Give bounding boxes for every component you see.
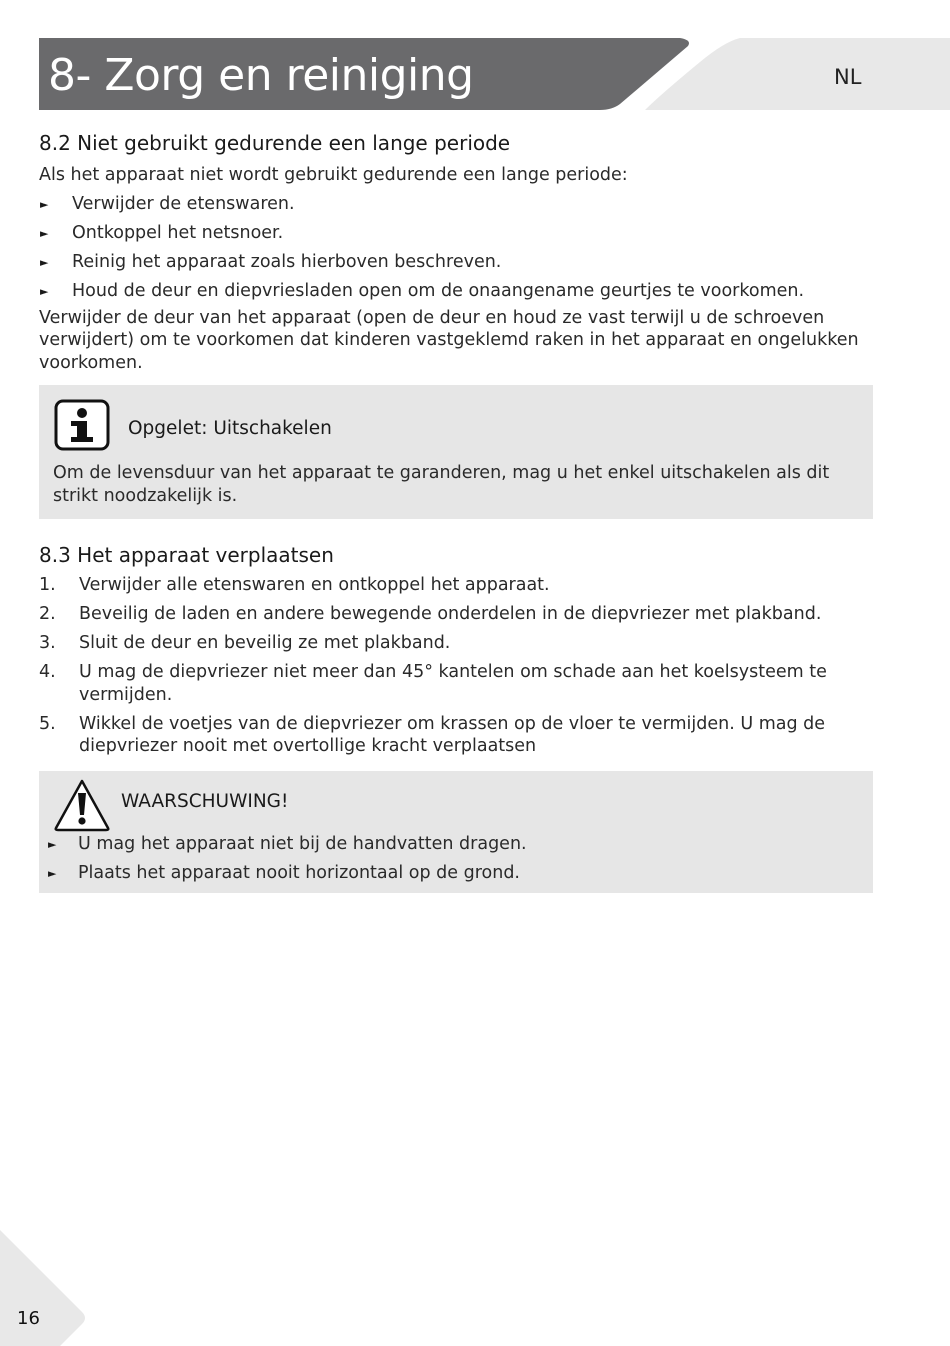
info-note-text: Om de levensduur van het apparaat te garanderen, mag u het enkel uitschakelen als dit strikt noodzakelijk is.: [53, 463, 830, 506]
step-text: U mag de diepvriezer niet meer dan 45° kantelen om schade aan het koelsysteem te vermijden.: [79, 662, 827, 705]
step-number: 4.: [39, 662, 56, 682]
page-number: 16: [17, 1308, 40, 1329]
section-8-2-bullet-list: [39, 193, 873, 303]
step-number: 5.: [39, 713, 56, 734]
list-item-text: Verwijder de etenswaren.: [72, 194, 295, 214]
warning-bullet-list: [48, 833, 861, 885]
bullet-arrow-icon: ►: [40, 256, 49, 269]
warning-triangle-icon: [53, 778, 111, 832]
bullet-arrow-icon: ►: [40, 285, 49, 298]
info-note-title: Opgelet: Uitschakelen: [128, 417, 332, 439]
list-item-text: Ontkoppel het netsnoer.: [72, 223, 284, 243]
section-8-3-step-list: [39, 574, 873, 758]
warning-note-box: [39, 771, 873, 894]
section-8-2-intro: Als het apparaat niet wordt gebruikt gedurende een lange periode:: [39, 165, 628, 185]
list-item-text: Houd de deur en diepvriesladen open om de onaangename geurtjes te voorkomen.: [72, 281, 805, 301]
page-corner-shape: [0, 1230, 90, 1346]
warning-note-title: WAARSCHUWING!: [121, 790, 289, 812]
list-item: [39, 251, 873, 274]
step-number: 2.: [39, 604, 56, 624]
list-item-text: U mag het apparaat niet bij de handvatten dragen.: [78, 833, 527, 854]
list-item: [48, 862, 861, 885]
info-note-box: [39, 385, 873, 519]
bullet-arrow-icon: ►: [48, 837, 57, 851]
list-item: [48, 833, 861, 856]
bullet-arrow-icon: ►: [40, 227, 49, 240]
list-item: [39, 632, 873, 655]
section-heading-8-3: 8.3 Het apparaat verplaatsen: [39, 543, 334, 567]
language-tab-shape: [645, 38, 950, 110]
warning-note-header: [53, 771, 861, 835]
page-content: [39, 128, 873, 893]
section-8-2-closing: Verwijder de deur van het apparaat (open de deur en houd ze vast terwijl u de schroeven verwijdert) om te voorkomen dat kinderen vastgeklemd raken in het apparaat en ongelukken voorkomen.: [39, 307, 859, 373]
step-text: Verwijder alle etenswaren en ontkoppel het apparaat.: [79, 575, 550, 595]
step-number: 3.: [39, 633, 56, 653]
info-icon: [53, 398, 111, 452]
step-text: Sluit de deur en beveilig ze met plakband.: [79, 633, 451, 653]
chapter-title: 8- Zorg en reiniging: [48, 50, 474, 101]
list-item-text: Plaats het apparaat nooit horizontaal op de grond.: [78, 862, 520, 883]
bullet-arrow-icon: ►: [48, 866, 57, 880]
language-label: NL: [834, 65, 862, 89]
list-item: [39, 603, 873, 626]
list-item-text: Reinig het apparaat zoals hierboven beschreven.: [72, 252, 502, 272]
list-item: [39, 280, 873, 303]
bullet-arrow-icon: ►: [40, 198, 49, 211]
info-note-header: [53, 385, 861, 462]
list-item: [39, 574, 873, 597]
step-text: Beveilig de laden en andere bewegende onderdelen in de diepvriezer met plakband.: [79, 604, 822, 624]
section-heading-8-2: 8.2 Niet gebruikt gedurende een lange periode: [39, 131, 511, 155]
list-item: [39, 193, 873, 216]
step-number: 1.: [39, 575, 56, 595]
list-item: [39, 222, 873, 245]
list-item: [39, 661, 873, 706]
step-text: Wikkel de voetjes van de diepvriezer om krassen op de vloer te vermijden. U mag de diepvriezer nooit met overtollige kracht verplaatsen: [79, 713, 826, 756]
list-item: [39, 713, 873, 758]
